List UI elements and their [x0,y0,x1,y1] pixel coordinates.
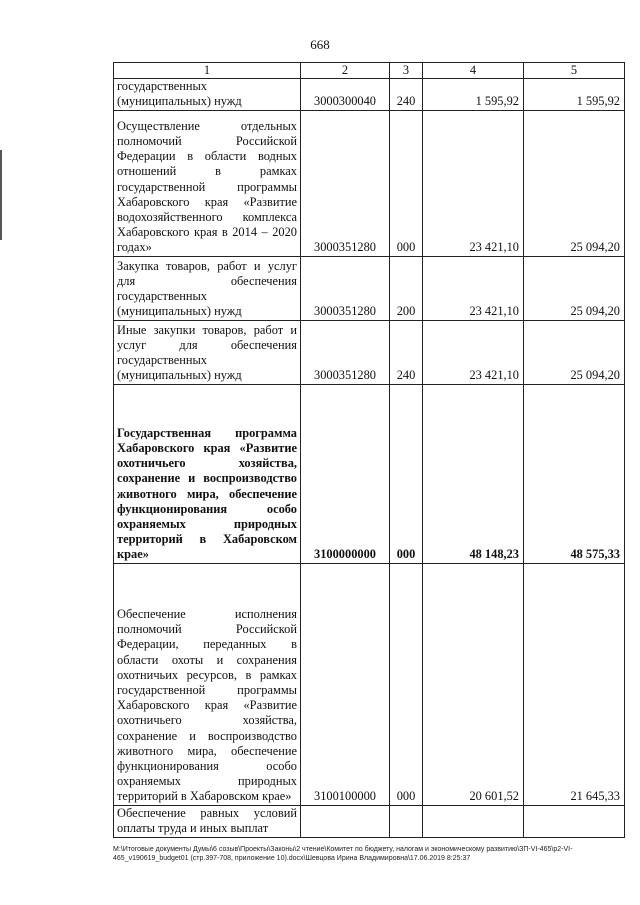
page-number: 668 [310,37,330,52]
scan-edge-mark [0,150,2,240]
row-sum-col5 [524,805,625,837]
row-sum-col4: 48 148,23 [423,384,524,563]
row-sum-col5: 25 094,20 [524,256,625,320]
table-row-program [114,384,625,563]
budget-table [113,62,625,838]
column-number-5: 5 [524,63,625,79]
row-name: Обеспечение равных условий оплаты труда и иных выплат [114,805,301,837]
row-expense-type: 200 [390,256,423,320]
row-expense-type: 000 [390,384,423,563]
table-row [114,563,625,805]
row-target-code: 3000300040 [301,79,390,110]
row-sum-col4: 20 601,52 [423,563,524,805]
row-name: Обеспечение исполнения полномочий Российской Федерации, переданных в области охоты и сохранения охотничьих ресурсов, в рамках государственной программы Хабаровского края «Развитие охотничьего хозяйства, сохранение и воспроизводство животного мира, обеспечение функционирования особо охраняемых природных территорий в Хабаровском крае» [114,563,301,805]
row-expense-type: 240 [390,320,423,384]
row-expense-type: 000 [390,563,423,805]
table-row [114,79,625,110]
table-row [114,256,625,320]
document-path-footer: М:\Итоговые документы Думы\6 созыв\Проекты\Законы\2 чтение\Комитет по бюджету, налогам и экономическому развитию\ЗП-VI-465\р2-VI-465_v190619_budget01 (стр.397-708, приложение 10).docx\Шевцова Ирина Владимировна\17.06.2019 8:25:37 [113,846,573,862]
row-target-code: 3000351280 [301,110,390,256]
row-name: государственных (муниципальных) нужд [114,79,301,110]
table-row [114,805,625,837]
column-number-1: 1 [114,63,301,79]
row-name: Закупка товаров, работ и услуг для обеспечения государственных (муниципальных) нужд [114,256,301,320]
row-sum-col5: 25 094,20 [524,320,625,384]
row-sum-col5: 48 575,33 [524,384,625,563]
column-number-2: 2 [301,63,390,79]
row-expense-type: 000 [390,110,423,256]
row-target-code [301,805,390,837]
row-name: Государственная программа Хабаровского края «Развитие охотничьего хозяйства, сохранение и воспроизводство животного мира, обеспечение функционирования особо охраняемых природных территорий в Хабаровском крае» [114,384,301,563]
row-sum-col4: 23 421,10 [423,320,524,384]
row-name: Осуществление отдельных полномочий Российской Федерации в области водных отношений в рамках государственной программы Хабаровского края «Развитие водохозяйственного комплекса Хабаровского края в 2014 – 2020 годах» [114,110,301,256]
row-target-code: 3000351280 [301,256,390,320]
row-sum-col4 [423,805,524,837]
column-number-3: 3 [390,63,423,79]
row-sum-col5: 21 645,33 [524,563,625,805]
column-number-4: 4 [423,63,524,79]
row-sum-col4: 1 595,92 [423,79,524,110]
table-row [114,320,625,384]
row-name: Иные закупки товаров, работ и услуг для обеспечения государственных (муниципальных) нужд [114,320,301,384]
row-sum-col4: 23 421,10 [423,110,524,256]
row-target-code: 3000351280 [301,320,390,384]
row-target-code: 3100100000 [301,563,390,805]
row-sum-col4: 23 421,10 [423,256,524,320]
row-expense-type [390,805,423,837]
table-row [114,110,625,256]
column-number-row [114,63,625,79]
row-target-code: 3100000000 [301,384,390,563]
row-expense-type: 240 [390,79,423,110]
row-sum-col5: 1 595,92 [524,79,625,110]
row-sum-col5: 25 094,20 [524,110,625,256]
